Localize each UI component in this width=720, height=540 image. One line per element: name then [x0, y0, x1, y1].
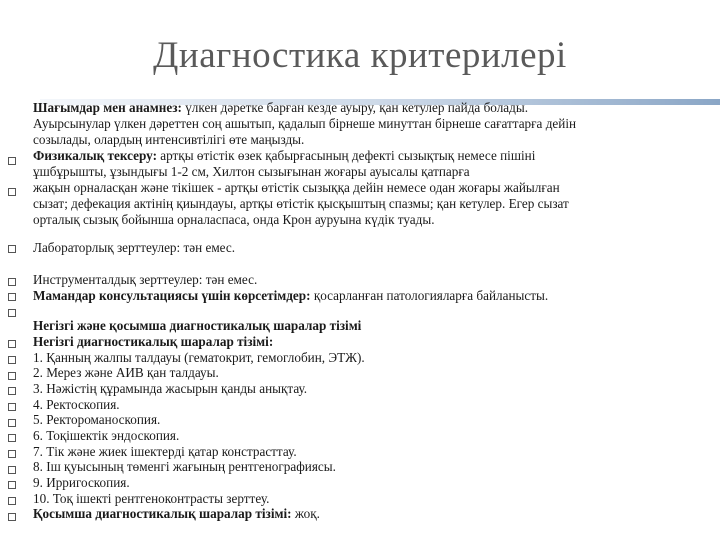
list-item: 6. Тоқішектік эндоскопия. [33, 428, 180, 443]
bullet-icon [8, 278, 16, 286]
list-item: 4. Ректоскопия. [33, 397, 120, 412]
text-line: Инструменталдық зерттеулер: тән емес. [33, 272, 258, 287]
text-line: жақын орналасқан және тікішек - артқы өтістік сызыққа дейін немесе одан жоғары жайылған [33, 180, 560, 195]
additional-text: жоқ. [291, 506, 320, 521]
complaints-heading: Шағымдар мен анамнез: [33, 100, 182, 115]
exam-text: артқы өтістік өзек қабырғасының дефекті сызықтық немесе пішіні [156, 148, 536, 163]
bullet-icon [8, 372, 16, 380]
bullet-icon [8, 434, 16, 442]
bullet-icon [8, 497, 16, 505]
text-line: сызат; дефекация актінің қиындауы, артқы өтістік қысқыштың спазмы; қан кетулер. Егер сызат [33, 196, 569, 211]
additional-heading: Қосымша диагностикалық шаралар тізімі: [33, 506, 292, 521]
list-item: 9. Ирригоскопия. [33, 475, 130, 490]
bullet-icon [8, 387, 16, 395]
consultation-heading: Мамандар консультациясы үшін көрсетімдер: [33, 288, 311, 303]
bullet-icon [8, 309, 16, 317]
text-line: орталық сызық бойынша орналаспаса, онда Крон ауруына күдік туады. [33, 212, 435, 227]
bullet-icon [8, 157, 16, 165]
list-item: 1. Қанның жалпы талдауы (гематокрит, гемоглобин, ЭТЖ). [33, 350, 365, 365]
bullet-icon [8, 403, 16, 411]
slide-title: Диагностика критерилері [153, 35, 567, 76]
bullet-icon [8, 450, 16, 458]
list-item: 3. Нәжістің құрамында жасырын қанды анықтау. [33, 381, 308, 396]
text-line: Лабораторлық зерттеулер: тән емес. [33, 240, 235, 255]
bullet-icon [8, 188, 16, 196]
list-item: 5. Ректороманоскопия. [33, 412, 161, 427]
list-item: 10. Тоқ ішекті рентгеноконтрасты зерттеу. [33, 491, 270, 506]
text-line [33, 100, 713, 116]
bullet-icon [8, 356, 16, 364]
list-item: 8. Іш қуысының төменгі жағының рентгенографиясы. [33, 459, 336, 474]
exam-heading: Физикалық тексеру: [33, 148, 157, 163]
text-line: Ауырсынулар үлкен дәреттен соң ашытып, қадалып бірнеше минуттан бірнеше сағаттарға дейін [33, 116, 577, 131]
bullet-icon [8, 340, 16, 348]
bullet-icon [8, 513, 16, 521]
complaints-text: үлкен дәретке барған кезде ауыру, қан кетулер пайда болады. [181, 100, 529, 115]
text-line [33, 148, 713, 164]
bullet-icon [8, 481, 16, 489]
section-heading: Негізгі және қосымша диагностикалық шаралар тізімі [33, 318, 362, 333]
text-line [33, 288, 713, 304]
list-item: 7. Тік және жиек ішектерді қатар констрасттау. [33, 444, 297, 459]
bullet-icon [8, 293, 16, 301]
bullet-icon [8, 419, 16, 427]
text-line: созылады, олардың интенсивтілігі өте маңызды. [33, 132, 305, 147]
bullet-icon [8, 245, 16, 253]
list-item: 2. Мерез және АИВ қан талдауы. [33, 365, 219, 380]
consultation-text: қосарланған патологияларға байланысты. [310, 288, 549, 303]
bullet-icon [8, 466, 16, 474]
section-heading: Негізгі диагностикалық шаралар тізімі: [33, 334, 274, 349]
text-line [33, 506, 713, 522]
text-line: ұшбұрышты, ұзындығы 1-2 см, Хилтон сызығынан жоғары ауысалы қатпарға [33, 164, 470, 179]
